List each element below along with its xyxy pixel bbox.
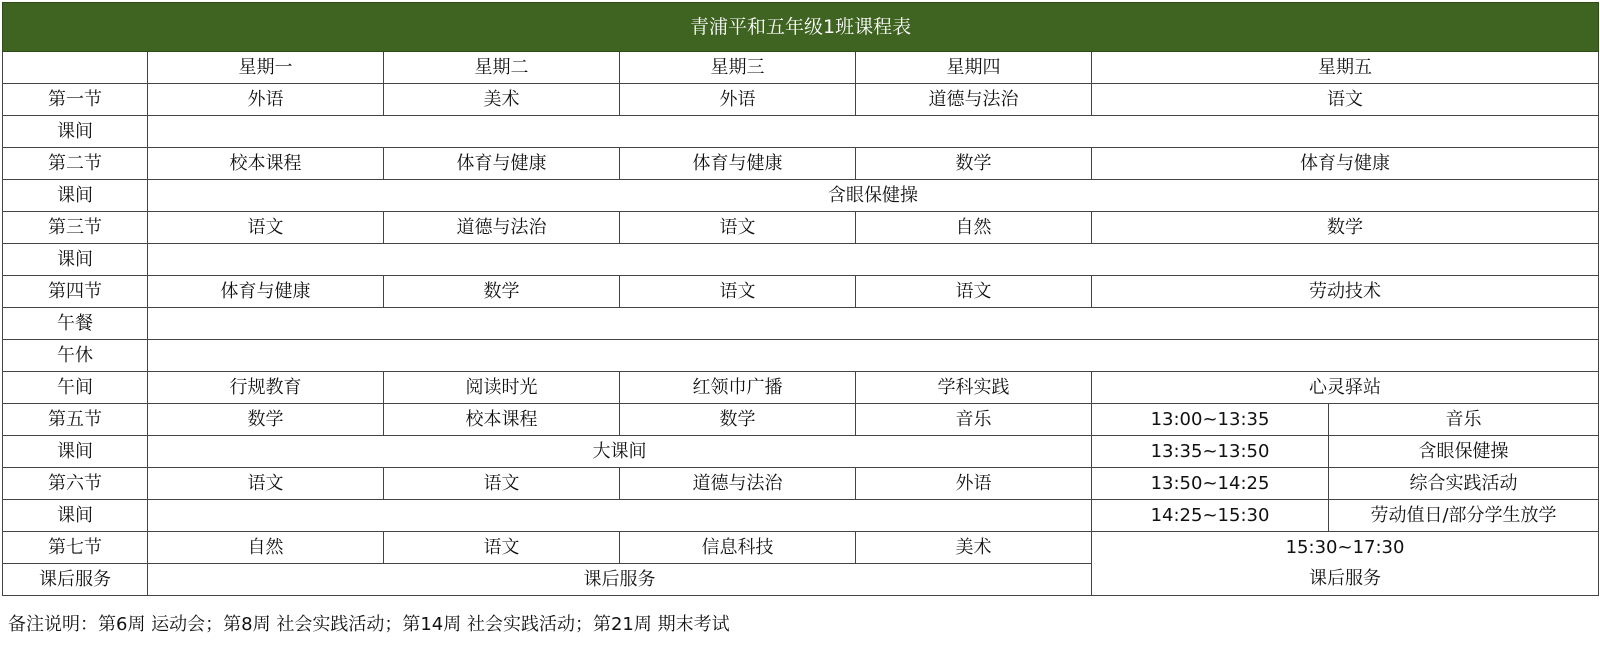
cell-after-school: 课后服务 [148,564,1092,596]
cell-subject: 外语 [148,84,384,116]
day-header-wed: 星期三 [620,52,856,84]
cell-friday-subject: 综合实践活动 [1329,468,1599,500]
cell-subject: 学科实践 [856,372,1092,404]
timetable-wrapper [2,2,1598,596]
row-label: 第三节 [3,212,148,244]
cell-break [148,500,1092,532]
cell-subject: 行规教育 [148,372,384,404]
timetable [2,2,1599,596]
cell-break: 大课间 [148,436,1092,468]
row-label: 第五节 [3,404,148,436]
cell-subject: 体育与健康 [620,148,856,180]
cell-subject: 外语 [856,468,1092,500]
cell-subject: 信息科技 [620,532,856,564]
cell-subject: 道德与法治 [856,84,1092,116]
row-label: 课间 [3,436,148,468]
row-label: 课间 [3,500,148,532]
cell-friday-time: 15:30~17:30 [1092,532,1599,564]
cell-subject: 音乐 [856,404,1092,436]
cell-subject: 美术 [384,84,620,116]
cell-subject: 道德与法治 [620,468,856,500]
row-label: 课间 [3,180,148,212]
day-header-tue: 星期二 [384,52,620,84]
cell-friday-subject: 劳动值日/部分学生放学 [1329,500,1599,532]
cell-subject: 语文 [1092,84,1599,116]
row-label: 午餐 [3,308,148,340]
cell-subject: 语文 [620,276,856,308]
cell-subject: 心灵驿站 [1092,372,1599,404]
table-row [3,404,1599,436]
table-header-row [3,52,1599,84]
cell-subject: 数学 [384,276,620,308]
cell-subject: 语文 [620,212,856,244]
table-row [3,468,1599,500]
cell-break [148,116,1599,148]
cell-subject: 语文 [148,468,384,500]
cell-friday-time: 13:35~13:50 [1092,436,1329,468]
cell-subject: 红领巾广播 [620,372,856,404]
row-label: 课间 [3,244,148,276]
table-row [3,84,1599,116]
cell-friday-time: 13:00~13:35 [1092,404,1329,436]
table-row [3,180,1599,212]
corner-cell [3,52,148,84]
cell-subject: 校本课程 [384,404,620,436]
day-header-fri: 星期五 [1092,52,1599,84]
table-row [3,436,1599,468]
table-row [3,116,1599,148]
cell-subject: 自然 [856,212,1092,244]
cell-break: 含眼保健操 [148,180,1599,212]
row-label: 第七节 [3,532,148,564]
cell-subject: 体育与健康 [1092,148,1599,180]
cell-break [148,244,1599,276]
cell-subject: 外语 [620,84,856,116]
cell-friday-subject: 含眼保健操 [1329,436,1599,468]
cell-subject: 体育与健康 [384,148,620,180]
row-label: 课间 [3,116,148,148]
row-label: 午休 [3,340,148,372]
cell-subject: 数学 [620,404,856,436]
day-header-thu: 星期四 [856,52,1092,84]
table-row [3,212,1599,244]
cell-friday-time: 13:50~14:25 [1092,468,1329,500]
timetable-title: 青浦平和五年级1班课程表 [3,3,1599,52]
table-row [3,532,1599,564]
table-row [3,308,1599,340]
cell-friday-after-school: 课后服务 [1092,564,1599,596]
table-row [3,564,1599,596]
row-label: 午间 [3,372,148,404]
cell-subject: 体育与健康 [148,276,384,308]
cell-subject: 数学 [856,148,1092,180]
cell-friday-subject: 音乐 [1329,404,1599,436]
cell-subject: 劳动技术 [1092,276,1599,308]
row-label: 第一节 [3,84,148,116]
remarks-note: 备注说明：第6周 运动会；第8周 社会实践活动；第14周 社会实践活动；第21周 期末考试 [8,614,730,635]
cell-break [148,340,1599,372]
cell-subject: 数学 [1092,212,1599,244]
cell-subject: 美术 [856,532,1092,564]
table-row [3,340,1599,372]
table-row [3,276,1599,308]
table-row [3,372,1599,404]
cell-subject: 校本课程 [148,148,384,180]
table-row [3,500,1599,532]
row-label: 第四节 [3,276,148,308]
cell-subject: 自然 [148,532,384,564]
cell-subject: 阅读时光 [384,372,620,404]
cell-subject: 道德与法治 [384,212,620,244]
cell-subject: 语文 [856,276,1092,308]
cell-subject: 语文 [384,468,620,500]
row-label: 课后服务 [3,564,148,596]
day-header-mon: 星期一 [148,52,384,84]
cell-break [148,308,1599,340]
cell-subject: 语文 [148,212,384,244]
table-row [3,244,1599,276]
table-row [3,148,1599,180]
cell-friday-time: 14:25~15:30 [1092,500,1329,532]
row-label: 第二节 [3,148,148,180]
cell-subject: 数学 [148,404,384,436]
row-label: 第六节 [3,468,148,500]
cell-subject: 语文 [384,532,620,564]
